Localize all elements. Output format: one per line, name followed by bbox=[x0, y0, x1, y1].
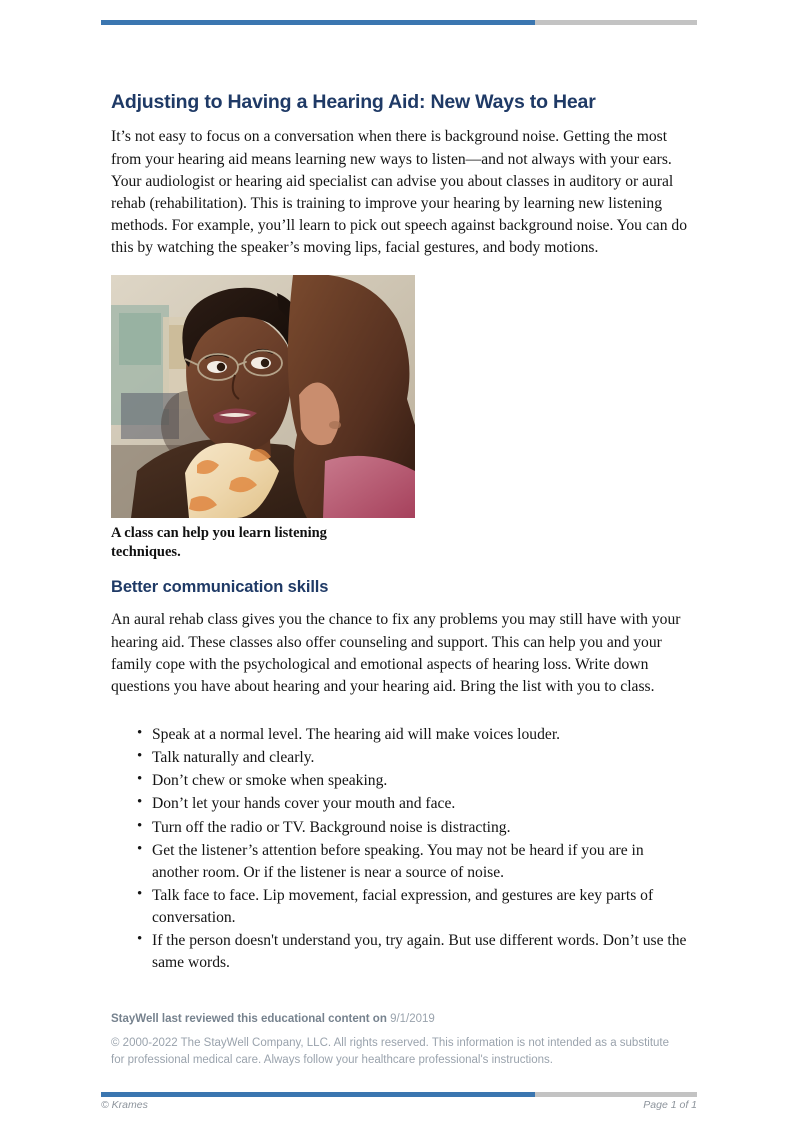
article-photo bbox=[111, 275, 415, 518]
footer-copyright: © Krames bbox=[101, 1099, 148, 1111]
header-rule-blue-segment bbox=[101, 20, 535, 25]
list-item: • Get the listener’s attention before speaking. You may not be heard if you are in another room. Or if the listener is near a source of noise. bbox=[137, 840, 691, 884]
list-item: • Talk face to face. Lip movement, facial expression, and gestures are key parts of conversation. bbox=[137, 885, 691, 929]
source-block bbox=[111, 1011, 691, 1070]
footer-page-indicator: Page 1 of 1 bbox=[643, 1099, 697, 1111]
header-rule bbox=[101, 20, 697, 25]
article-figure bbox=[111, 275, 415, 562]
page-footer bbox=[101, 1099, 697, 1111]
figure-caption: A class can help you learn listening techniques. bbox=[111, 525, 327, 561]
last-reviewed-label: StayWell last reviewed this educational content on bbox=[111, 1012, 387, 1025]
list-item: • If the person doesn't understand you, try again. But use different words. Don’t use the same words. bbox=[137, 930, 691, 974]
list-item: • Don’t let your hands cover your mouth and face. bbox=[137, 793, 691, 815]
header-rule-gray-segment bbox=[535, 20, 697, 25]
legal-disclaimer: © 2000-2022 The StayWell Company, LLC. All rights reserved. This information is not intended as a substitute for professional medical care. Always follow your healthcare professional's instructions. bbox=[111, 1036, 670, 1067]
last-reviewed-line bbox=[111, 1011, 691, 1028]
tips-list bbox=[111, 724, 691, 975]
footer-rule-blue-segment bbox=[101, 1092, 535, 1097]
footer-rule-gray-segment bbox=[535, 1092, 697, 1097]
list-item: • Speak at a normal level. The hearing aid will make voices louder. bbox=[137, 724, 691, 746]
page-title: Adjusting to Having a Hearing Aid: New Ways to Hear bbox=[111, 91, 596, 113]
section-heading: Better communication skills bbox=[111, 578, 329, 597]
list-item: • Turn off the radio or TV. Background noise is distracting. bbox=[137, 817, 691, 839]
list-item: • Don’t chew or smoke when speaking. bbox=[137, 770, 691, 792]
list-item: • Talk naturally and clearly. bbox=[137, 747, 691, 769]
last-reviewed-date: 9/1/2019 bbox=[390, 1012, 435, 1025]
document-content bbox=[111, 90, 691, 1069]
intro-paragraph: It’s not easy to focus on a conversation when there is background noise. Getting the most from your hearing aid means learning new ways to listen—and not always with your ears. Your audiologist or hearing aid specialist can advise you about classes in auditory or aural rehab (rehabilitation). This is training to improve your hearing by learning new listening methods. For example, you’ll learn to pick out speech against background noise. You can do this by watching the speaker’s moving lips, facial gestures, and body motions. bbox=[111, 128, 687, 257]
section-paragraph: An aural rehab class gives you the chance to fix any problems you may still have with your hearing aid. These classes also offer counseling and support. This can help you and your family cope with the psychological and emotional aspects of hearing loss. Write down questions you have about hearing and your hearing aid. Bring the list with you to class. bbox=[111, 611, 681, 695]
footer-rule bbox=[101, 1092, 697, 1097]
